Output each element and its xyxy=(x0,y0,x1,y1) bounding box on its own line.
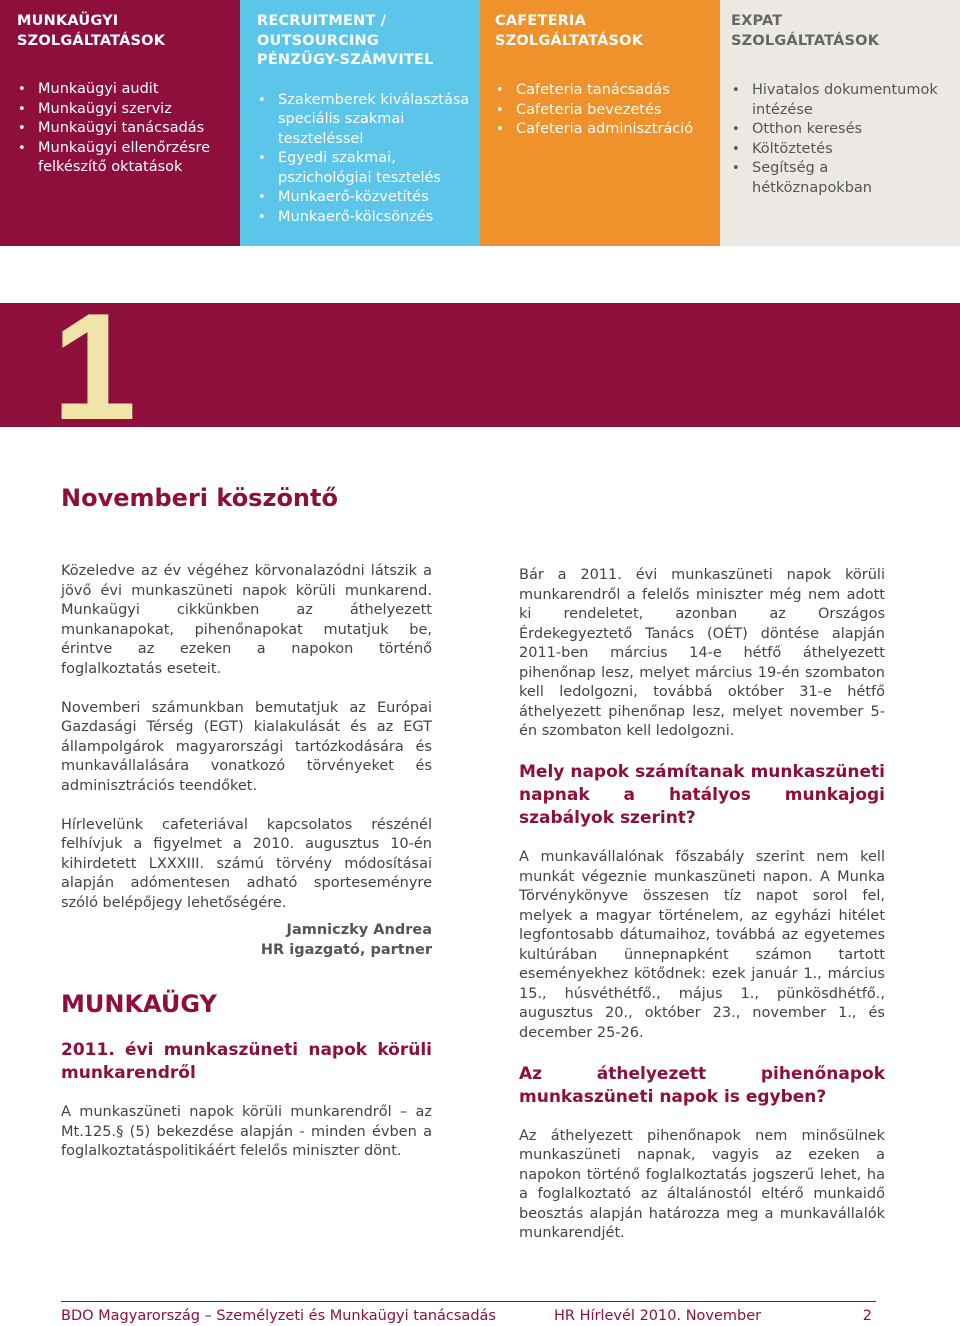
left-column xyxy=(61,562,432,1181)
signature xyxy=(61,921,432,960)
intro-paragraph: Novemberi számunkban bemutatjuk az Európai Gazdasági Térség (EGT) kialakulását és az EGT állampolgárok magyarországi tartózkodására és munkavállalására vonatkozó törvényeket és adminisztrációs teendőket. xyxy=(61,699,432,794)
column-title: MUNKAÜGYI SZOLGÁLTATÁSOK xyxy=(17,13,166,49)
service-item: • Munkaerő-közvetítés xyxy=(278,188,470,208)
service-item: • Hivatalos dokumentumok intézése xyxy=(752,81,950,120)
service-item: • Otthon keresés xyxy=(752,120,950,140)
article-heading: 2011. évi munkaszüneti napok körüli munkarendről xyxy=(61,1040,432,1083)
intro-paragraph: Közeledve az év végéhez körvonalazódni látszik a jövő évi munkaszüneti napok körüli munkarend. Munkaügyi cikkünkben az áthelyezett munkanapokat, pihenőnapokat mutatjuk be, érintve az ezeken a napokon történő foglalkoztatás eseteit. xyxy=(61,563,432,677)
column-title: EXPAT SZOLGÁLTATÁSOK xyxy=(731,13,880,49)
header-column-expat xyxy=(720,0,960,246)
question-heading: Mely napok számítanak munkaszüneti napnak a hatályos munkajogi szabályok szerint? xyxy=(519,762,885,828)
service-item: • Munkaügyi audit xyxy=(38,80,230,100)
service-item: • Munkaügyi szerviz xyxy=(38,100,230,120)
section-number: 1 xyxy=(52,303,137,427)
service-item: • Költöztetés xyxy=(752,140,950,160)
service-item: • Munkaügyi tanácsadás xyxy=(38,119,230,139)
header-column-munkaugyi xyxy=(0,0,240,246)
service-item: • Cafeteria adminisztráció xyxy=(516,120,710,140)
signature-name: Jamniczky Andrea xyxy=(286,922,432,938)
page-footer xyxy=(61,1301,876,1326)
service-item: • Segítség a hétköznapokban xyxy=(752,159,950,198)
article-paragraph: Az áthelyezett pihenőnapok nem minősülnek munkaszüneti napnak, vagyis az ezeken a napokon történő foglalkoztatás jogszerű lehet, ha a foglalkoztató az általánostól eltérő munkaidő beosztás alapján határozza meg a munkavállalók munkarendjét. xyxy=(519,1127,885,1241)
article-paragraph: A munkaszüneti napok körüli munkarendről – az Mt.125.§ (5) bekezdése alapján - minden évben a foglalkoztatáspolitikáért felelős miniszter dönt. xyxy=(61,1104,432,1159)
service-list xyxy=(17,80,230,178)
services-header xyxy=(0,0,960,246)
right-column xyxy=(519,566,885,1263)
column-title: CAFETERIA SZOLGÁLTATÁSOK xyxy=(495,13,644,49)
article-paragraph: A munkavállalónak főszabály szerint nem kell munkát végeznie munkaszüneti napon. A Munka Törvénykönyve összesen tíz napot sorol fel, melyek a magyar történelem, az egyházi hitélet legfontosabb dátumaihoz, továbbá az egyetemes kultúrában ünnepnapként számon tartott eseményekhez kötődnek: ezek január 1., március 15., húsvéthétfő., május 1., pünkösdhétfő., augusztus 20., október 23., november 1., és december 25-26. xyxy=(519,849,885,1041)
section-number-band xyxy=(0,303,960,427)
service-item: • Munkaügyi ellenőrzésre felkészítő oktatások xyxy=(38,139,230,178)
intro-paragraph: Hírlevelünk cafeteriával kapcsolatos részénél felhívjuk a figyelmet a 2010. augusztus 10-én kihirdetett LXXXIII. számú törvény módosításai alapján adómentesen adható sporteseményre szóló belépőjegy lehetőségére. xyxy=(61,816,432,911)
footer-newsletter: HR Hírlevél 2010. November xyxy=(554,1308,762,1324)
footer-company: BDO Magyarország – Személyzeti és Munkaügyi tanácsadás xyxy=(61,1308,496,1324)
page-number: 2 xyxy=(862,1308,872,1324)
service-list xyxy=(731,81,950,198)
service-item: • Munkaerő-kölcsönzés xyxy=(278,208,470,228)
service-list xyxy=(257,91,470,228)
service-item: • Cafeteria bevezetés xyxy=(516,101,710,121)
article-paragraph: Bár a 2011. évi munkaszüneti napok körüli munkarendről a felelős miniszter még nem adott ki rendeletet, azonban az Országos Érdekegyeztető Tanács (OÉT) döntése alapján 2011-ben március 14-e hétfő áthelyezett pihenőnap lesz, melyet március 19-én szombaton kell ledolgozni, továbbá október 31-e hétfő áthelyezett pihenőnap lesz, melyet november 5-én szombaton kell ledolgozni. xyxy=(519,567,885,739)
header-column-recruitment xyxy=(240,0,480,246)
column-title: RECRUITMENT / OUTSOURCING PÉNZÜGY-SZÁMVITEL xyxy=(257,13,434,68)
service-list xyxy=(495,81,710,140)
signature-role: HR igazgató, partner xyxy=(260,941,432,958)
section-title: Novemberi köszöntő xyxy=(61,484,338,512)
service-item: • Szakemberek kiválasztása speciális szakmai teszteléssel xyxy=(278,91,470,150)
service-item: • Egyedi szakmai, pszichológiai tesztelés xyxy=(278,149,470,188)
service-item: • Cafeteria tanácsadás xyxy=(516,81,710,101)
header-column-cafeteria xyxy=(480,0,720,246)
munkaugy-heading: MUNKAÜGY xyxy=(61,990,217,1018)
question-heading: Az áthelyezett pihenőnapok munkaszüneti napok is egyben? xyxy=(519,1063,885,1107)
